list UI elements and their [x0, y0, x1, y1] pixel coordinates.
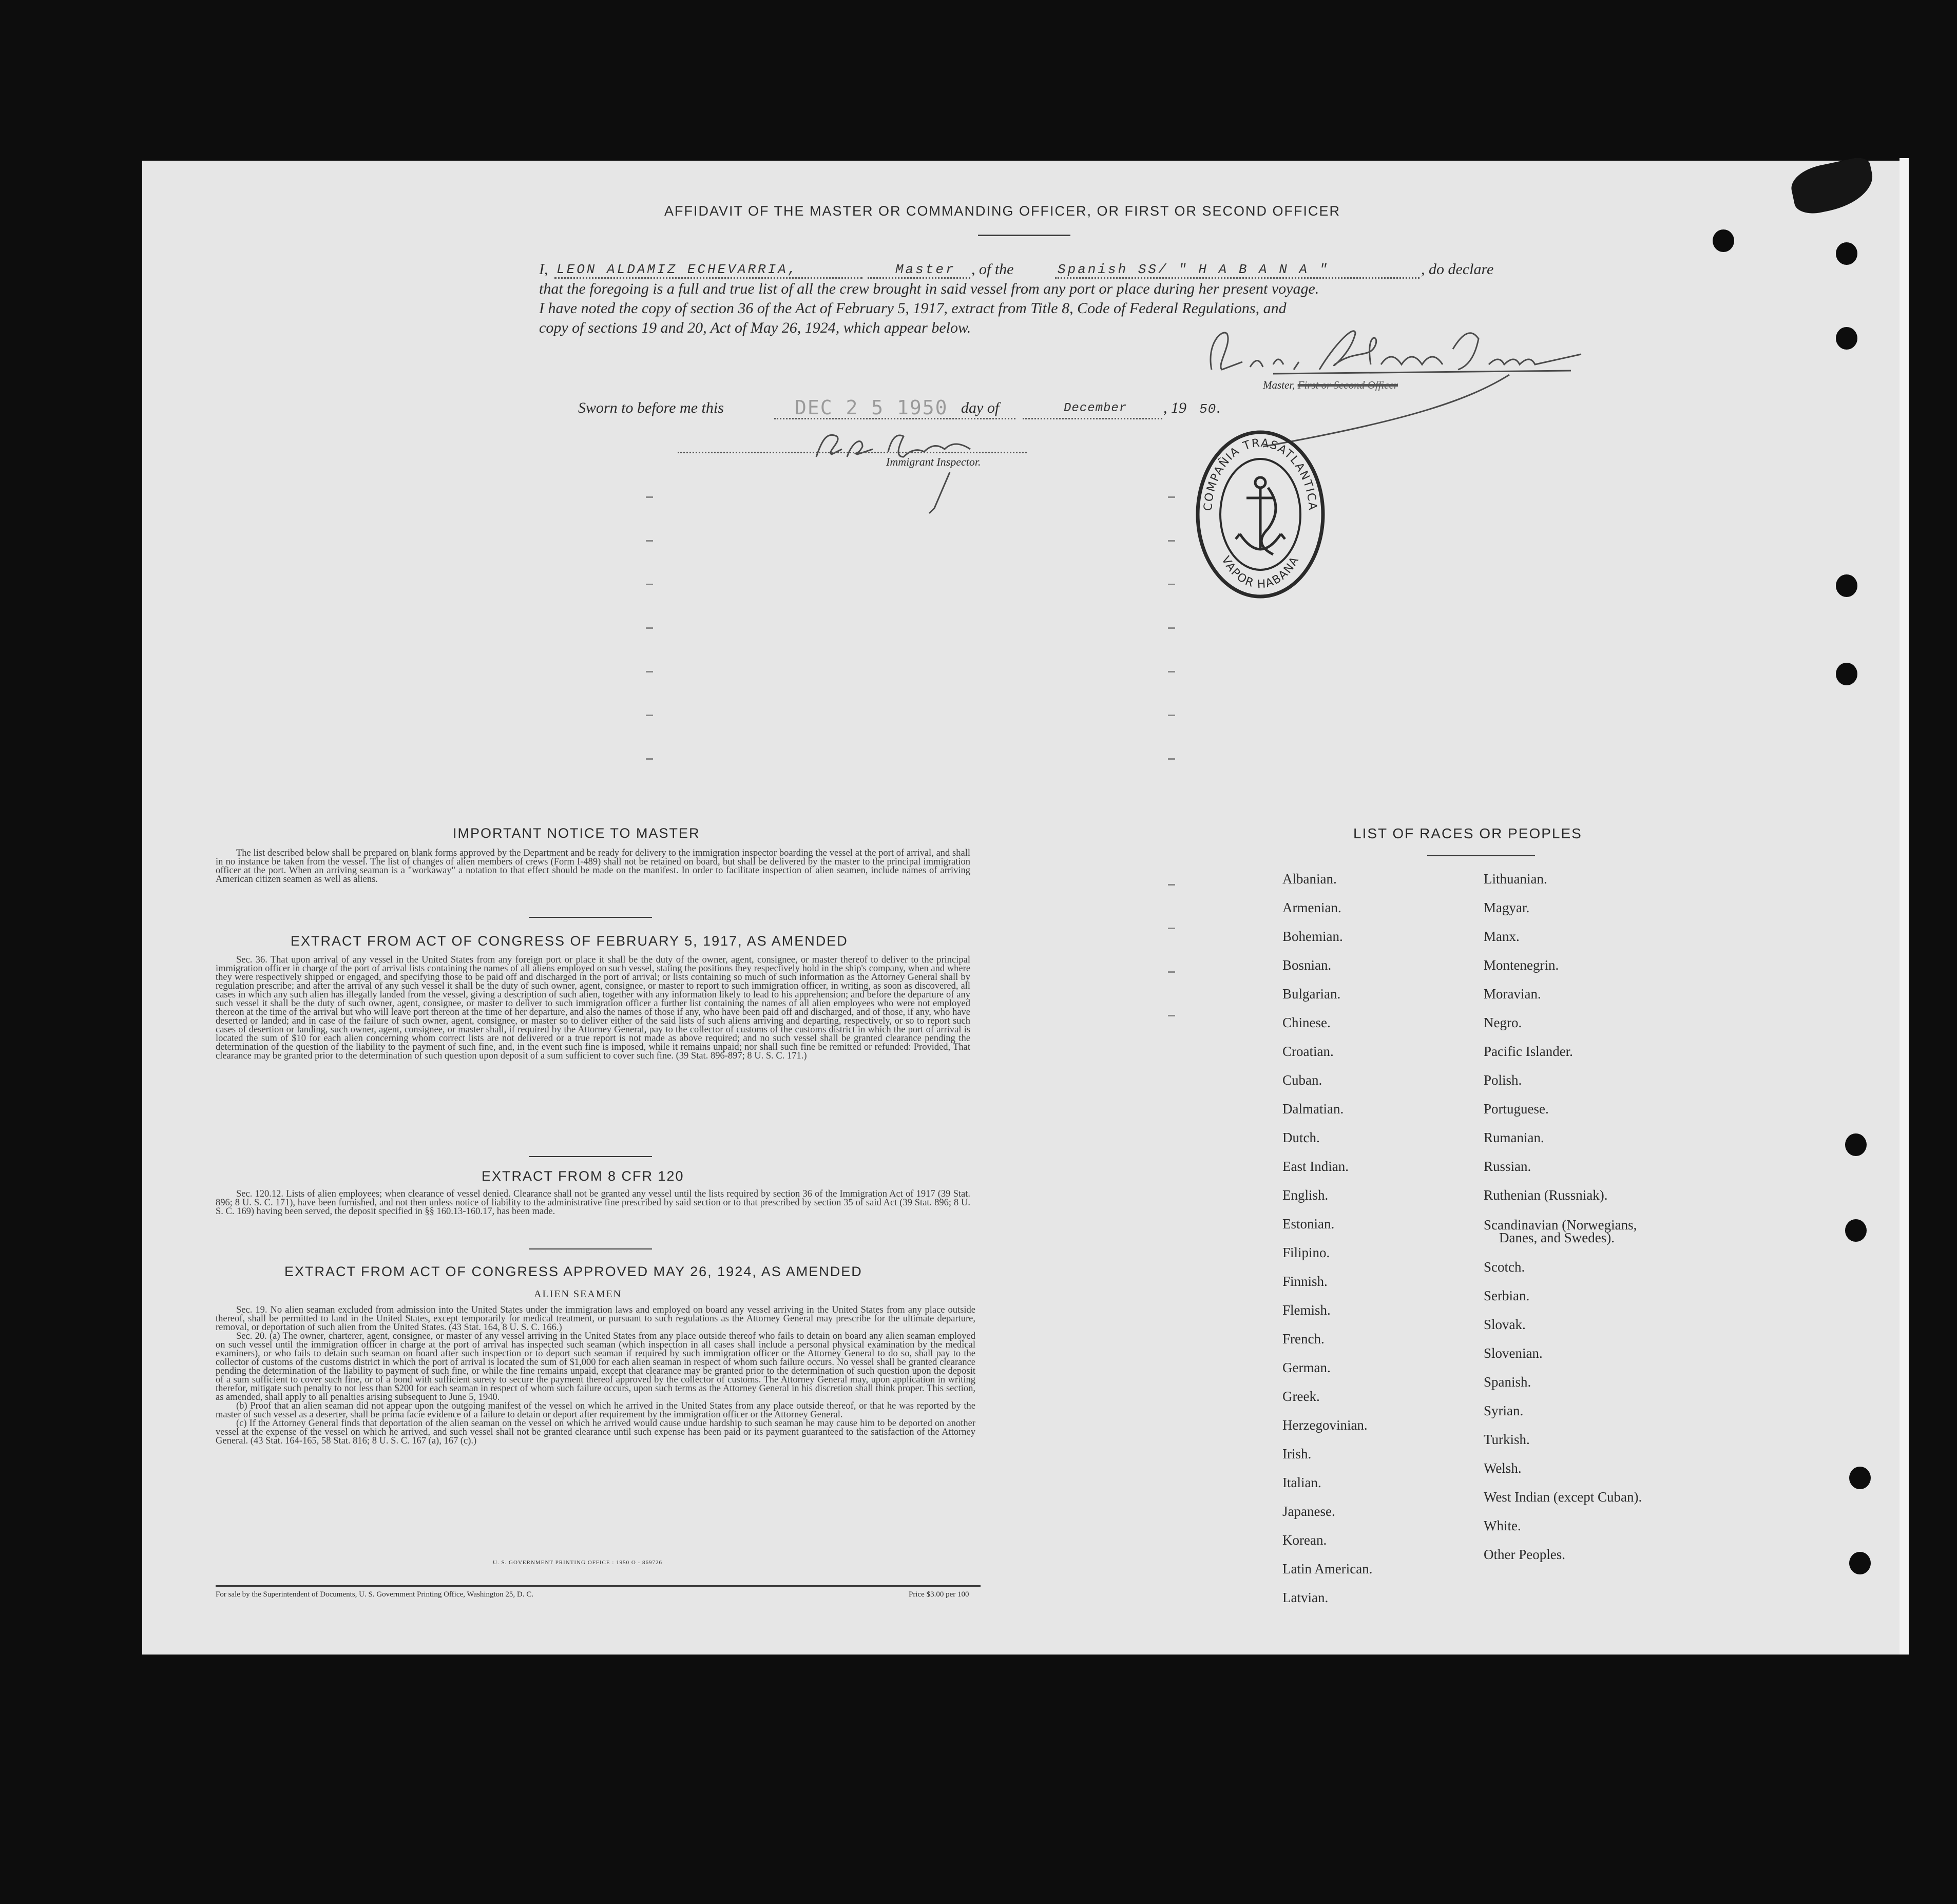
bleed-dash — [1168, 715, 1175, 716]
race-item: Syrian. — [1484, 1403, 1524, 1418]
notice-rule — [529, 917, 652, 918]
punch-hole — [1836, 663, 1857, 685]
race-item: Turkish. — [1484, 1432, 1530, 1447]
bleed-dash — [1168, 584, 1175, 585]
sworn-period: . — [1217, 399, 1221, 416]
vessel-name: Spanish SS/ " H A B A N A " — [1058, 262, 1330, 277]
race-item: German. — [1282, 1360, 1331, 1375]
race-item: Scandinavian (Norwegians, — [1484, 1217, 1637, 1233]
race-item: Bosnian. — [1282, 957, 1332, 973]
bleed-dash — [646, 584, 653, 585]
affidavit-line-1 — [539, 261, 1514, 281]
race-item: English. — [1282, 1187, 1329, 1203]
price: Price $3.00 per 100 — [909, 1590, 969, 1599]
affidavit-line-4: copy of sections 19 and 20, Act of May 26, 1924, which appear below. — [539, 319, 971, 336]
extract-cfr-title: EXTRACT FROM 8 CFR 120 — [482, 1168, 684, 1184]
race-item: Moravian. — [1484, 986, 1541, 1002]
races-left-list — [1282, 864, 1467, 1612]
race-item: Magyar. — [1484, 900, 1530, 915]
race-item: Finnish. — [1282, 1274, 1328, 1289]
race-item: Montenegrin. — [1484, 957, 1559, 973]
race-item: Cuban. — [1282, 1072, 1322, 1088]
race-item: Dutch. — [1282, 1130, 1320, 1145]
race-item: Pacific Islander. — [1484, 1044, 1573, 1059]
sworn-line — [578, 396, 1297, 422]
struck-officer-text: First or Second Officer — [1297, 379, 1398, 391]
affidavit-title: AFFIDAVIT OF THE MASTER OR COMMANDING OFFICER, OR FIRST OR SECOND OFFICER — [664, 203, 1341, 219]
races-rule — [1427, 855, 1535, 856]
race-item: White. — [1484, 1518, 1521, 1533]
race-item: Latvian. — [1282, 1590, 1329, 1605]
bleed-dash — [646, 627, 653, 629]
bleed-dash — [646, 715, 653, 716]
extract-1924-title: EXTRACT FROM ACT OF CONGRESS APPROVED MAY 26, 1924, AS AMENDED — [284, 1264, 862, 1279]
gpo-imprint: U. S. GOVERNMENT PRINTING OFFICE : 1950 O - 869726 — [493, 1560, 663, 1566]
punch-hole — [1836, 327, 1857, 350]
bleed-dash — [646, 496, 653, 498]
race-item: Filipino. — [1282, 1245, 1330, 1260]
race-item: Negro. — [1484, 1015, 1522, 1030]
race-item: Dalmatian. — [1282, 1101, 1344, 1117]
notice-body: The list described below shall be prepared on blank forms approved by the Department and be ready for delivery to the immigration inspector boarding the vessel at the port of arrival, and shall in no instance be taken from the vessel. The list of changes of alien members of crews (Form I-489) shall not be retained on board, but shall be delivered by the master to the principal immigration officer at the port. When an arriving seaman is a "workaway" a notation to that effect should be made on the manifest. In order to facilitate inspection of alien seamen, include names of arriving American citizen seamen as well as aliens. — [216, 848, 970, 884]
punch-hole — [1836, 242, 1857, 265]
name-line — [554, 277, 862, 279]
section-20b: (b) Proof that an alien seaman did not appear upon the outgoing manifest of the vessel on which he arrived in the United States from any place outside thereof, or that he was reported by the master of such vessel as a deserter, shall be prima facie evidence of a failure to detain or deport after requirement by the immigration officer or the Attorney General. — [216, 1401, 975, 1420]
race-item: Bulgarian. — [1282, 986, 1341, 1002]
race-item: Spanish. — [1484, 1374, 1531, 1390]
section-19: Sec. 19. No alien seaman excluded from admission into the United States under the immigration laws and employed on board any vessel arriving in the United States from any place outside thereof, shall be permitted to land in the United States, except temporarily for medical treatment, or pursuant to such regulations as the Attorney General may prescribe for the ultimate departure, removal, or deportation of such alien from the United States. (43 Stat. 164, 8 U. S. C. 166.) — [216, 1305, 975, 1333]
sworn-label: Sworn to before me this — [578, 399, 724, 416]
bleed-dash — [646, 540, 653, 542]
affidavit-line-3: I have noted the copy of section 36 of the Act of February 5, 1917, extract from Title 8, Code of Federal Regulations, and — [539, 300, 1287, 317]
title-rule — [978, 235, 1070, 236]
punch-hole — [1845, 1219, 1867, 1242]
punch-hole — [1836, 574, 1857, 597]
seal-bottom-text: VAPOR HABANA — [1219, 554, 1302, 591]
sale-notice: For sale by the Superintendent of Documents, U. S. Government Printing Office, Washington 25, D. C. — [216, 1590, 533, 1599]
race-item: Ruthenian (Russniak). — [1484, 1187, 1608, 1203]
bleed-dash — [1168, 627, 1175, 629]
of-the-text: , of the — [971, 261, 1014, 278]
master-name: LEON ALDAMIZ ECHEVARRIA, — [557, 262, 798, 277]
date-stamp: DEC 2 5 1950 — [795, 396, 948, 419]
anchor-icon — [1236, 477, 1285, 554]
race-item: Estonian. — [1282, 1216, 1335, 1232]
race-item: Albanian. — [1282, 871, 1337, 887]
race-item: Croatian. — [1282, 1044, 1334, 1059]
day-line — [774, 418, 1015, 419]
races-title: LIST OF RACES OR PEOPLES — [1353, 825, 1582, 841]
seal-top-text: COMPAÑIA TRASATLANTICA — [1201, 436, 1319, 512]
rank: Master — [895, 262, 956, 277]
race-item: Slovak. — [1484, 1317, 1526, 1332]
race-item: Latin American. — [1282, 1561, 1373, 1576]
bleed-dash — [646, 758, 653, 760]
inspector-signature — [806, 421, 1011, 518]
race-item: Danes, and Swedes). — [1499, 1230, 1615, 1245]
race-item: Irish. — [1282, 1446, 1312, 1461]
race-item: Japanese. — [1282, 1504, 1335, 1519]
race-item: Slovenian. — [1484, 1345, 1543, 1361]
intro-text: I, — [539, 261, 548, 278]
race-item: Scotch. — [1484, 1259, 1525, 1275]
race-item: Manx. — [1484, 929, 1520, 944]
inspector-line — [678, 452, 1027, 453]
section-20a: Sec. 20. (a) The owner, charterer, agent, consignee, or master of any vessel arriving in the United States from any place outside thereof who fails to detain on board any alien seaman employed on such vessel until the immigration officer in charge at the port of arrival has inspected such seaman (which inspection in all cases shall include a personal physical examination by the medical examiners), or who fails to detain such seaman on board after such inspection or to deport such seaman if required by such immigration officer or the Attorney General to do so, shall pay to the collector of customs of the customs district in which the port of arrival is located the sum of $1,000 for each alien seaman in respect of whom such failure occurs. No vessel shall be granted clearance pending the determination of the liability to payment of such fine, or while the fine remains unpaid, except that clearance may be granted prior to the determination of such question upon the deposit of a sum sufficient to cover such fine, or of a bond with sufficient surety to secure the payment thereof approved by the collector of customs. The Attorney General may, upon application in writing therefor, mitigate such penalty to not less than $200 for each seaman in respect of whom such failure occurs, upon such terms as the Attorney General in his discretion shall think proper. This section, as amended, shall apply to all penalties arising subsequent to June 5, 1940. — [216, 1331, 975, 1402]
bleed-dash — [1168, 671, 1175, 672]
company-seal — [1191, 426, 1330, 603]
extract-1924-body — [216, 1306, 975, 1446]
extract-1917-rule — [529, 1156, 652, 1157]
race-item: Bohemian. — [1282, 929, 1343, 944]
bleed-dash — [1168, 971, 1175, 973]
sworn-month: December — [1064, 401, 1127, 415]
extract-1924-subtitle: ALIEN SEAMEN — [534, 1288, 622, 1300]
notice-title: IMPORTANT NOTICE TO MASTER — [453, 825, 700, 841]
race-item: Serbian. — [1484, 1288, 1530, 1303]
race-item: Korean. — [1282, 1532, 1327, 1548]
race-item: Welsh. — [1484, 1460, 1522, 1476]
affidavit-line-2: that the foregoing is a full and true list of all the crew brought in said vessel from any port or place during her present voyage. — [539, 280, 1319, 297]
race-item: Chinese. — [1282, 1015, 1331, 1030]
section-20c: (c) If the Attorney General finds that deportation of the alien seaman on the vessel on which he arrived would cause undue hardship to such seaman he may cause him to be deported on another vessel at the expense of the vessel on which he arrived, and such vessel shall not be granted clearance until such expense has been paid or its payment guaranteed to the satisfaction of the Attorney General. (43 Stat. 164-165, 58 Stat. 816; 8 U. S. C. 167 (a), 167 (c).) — [216, 1418, 975, 1446]
extract-cfr-body: Sec. 120.12. Lists of alien employees; when clearance of vessel denied. Clearance shall not be granted any vessel until the lists required by section 36 of the Immigration Act of 1917 (39 Stat. 896; 8 U. S. C. 171), have been furnished, and not then unless notice of liability to the administrative fine prescribed by said section or to that prescribed by section 35 of said Act (39 Stat. 896; 8 U. S. C. 169) having been served, the deposit specified in §§ 160.13-160.17, has been made. — [216, 1189, 970, 1217]
master-caption: Master, First or Second Officer — [1263, 379, 1398, 391]
footer-rule — [216, 1585, 981, 1587]
race-item: Italian. — [1282, 1475, 1321, 1490]
sworn-year: 50 — [1199, 401, 1217, 417]
bleed-dash — [1168, 758, 1175, 760]
bleed-dash — [1168, 1015, 1175, 1016]
rank-line — [868, 277, 970, 279]
race-item: Flemish. — [1282, 1302, 1331, 1318]
race-item: West Indian (except Cuban). — [1484, 1489, 1642, 1505]
punch-hole — [1849, 1467, 1871, 1489]
race-item: Armenian. — [1282, 900, 1341, 915]
race-item: Other Peoples. — [1484, 1547, 1565, 1562]
extract-cfr-rule — [529, 1248, 652, 1249]
page-edge — [1900, 158, 1909, 1655]
races-right-list — [1484, 864, 1751, 1569]
race-item: Greek. — [1282, 1389, 1320, 1404]
inspector-caption: Immigrant Inspector. — [886, 455, 981, 468]
race-item: East Indian. — [1282, 1159, 1349, 1174]
race-item: Russian. — [1484, 1159, 1531, 1174]
bleed-dash — [1168, 540, 1175, 542]
bleed-dash — [1168, 496, 1175, 498]
race-item: French. — [1282, 1331, 1325, 1347]
bleed-dash — [646, 671, 653, 672]
punch-hole — [1845, 1133, 1867, 1156]
punch-hole — [1849, 1552, 1871, 1574]
month-line — [1023, 418, 1162, 419]
race-item: Lithuanian. — [1484, 871, 1547, 887]
extract-1917-body: Sec. 36. That upon arrival of any vessel in the United States from any foreign port or place it shall be the duty of the owner, agent, consignee, or master thereof to deliver to the principal immigration officer in charge of the port of arrival lists containing the names of all aliens employed on such vessel, stating the positions they respectively hold in the ship's company, when and where they were respectively shipped or engaged, and specifying those to be paid off and discharged in the port of arrival; or lists containing so much of such information as the Attorney General shall by regulation prescribe; and after the arrival of any such vessel it shall be the duty of such owner, agent, consignee, or master to report to such immigration officer, in writing, as soon as discovered, all cases in which any such alien has illegally landed from the vessel, giving a description of such alien, together with any information likely to lead to his apprehension; and before the departure of any such vessel it shall be the duty of such owner, agent, consignee, or master to deliver to such immigration officer a further list containing the names of all alien employees who were not employed thereon at the time of the arrival but who will leave port thereon at the time of her departure, and also the names of those if any, who have been paid off and discharged, and of those, if any, who have deserted or landed; and in case of the failure of such owner, agent, consignee, or master so to deliver either of the said lists of such aliens arriving and departing, respectively, or so to report such cases of desertion or landing, such owner, agent, consignee, or master shall, if required by the Attorney General, pay to the collector of customs of the customs district in which the port of arrival is located the sum of $10 for each alien concerning whom correct lists are not delivered or a true report is not made as above required; and no such vessel shall be granted clearance pending the determination of the question of the liability to the payment of such fine, and, in the event such fine is imposed, while it remains unpaid; nor shall such fine be remitted or refunded: Provided, That clearance may be granted prior to the determination of such question upon deposit of a sum sufficient to cover such fine. (39 Stat. 896-897; 8 U. S. C. 171.) — [216, 955, 970, 1061]
bleed-dash — [1168, 928, 1175, 929]
extract-1917-title: EXTRACT FROM ACT OF CONGRESS OF FEBRUARY 5, 1917, AS AMENDED — [291, 933, 848, 949]
race-item: Portuguese. — [1484, 1101, 1549, 1117]
bleed-dash — [1168, 884, 1175, 886]
year-prefix: , 19 — [1163, 399, 1186, 416]
race-item: Polish. — [1484, 1072, 1522, 1088]
punch-hole — [1713, 229, 1734, 252]
race-item: Rumanian. — [1484, 1130, 1544, 1145]
declare-text: , do declare — [1421, 261, 1494, 278]
race-item: Herzegovinian. — [1282, 1417, 1368, 1433]
vessel-line — [1055, 277, 1419, 279]
day-of-text: day of — [961, 399, 1000, 416]
